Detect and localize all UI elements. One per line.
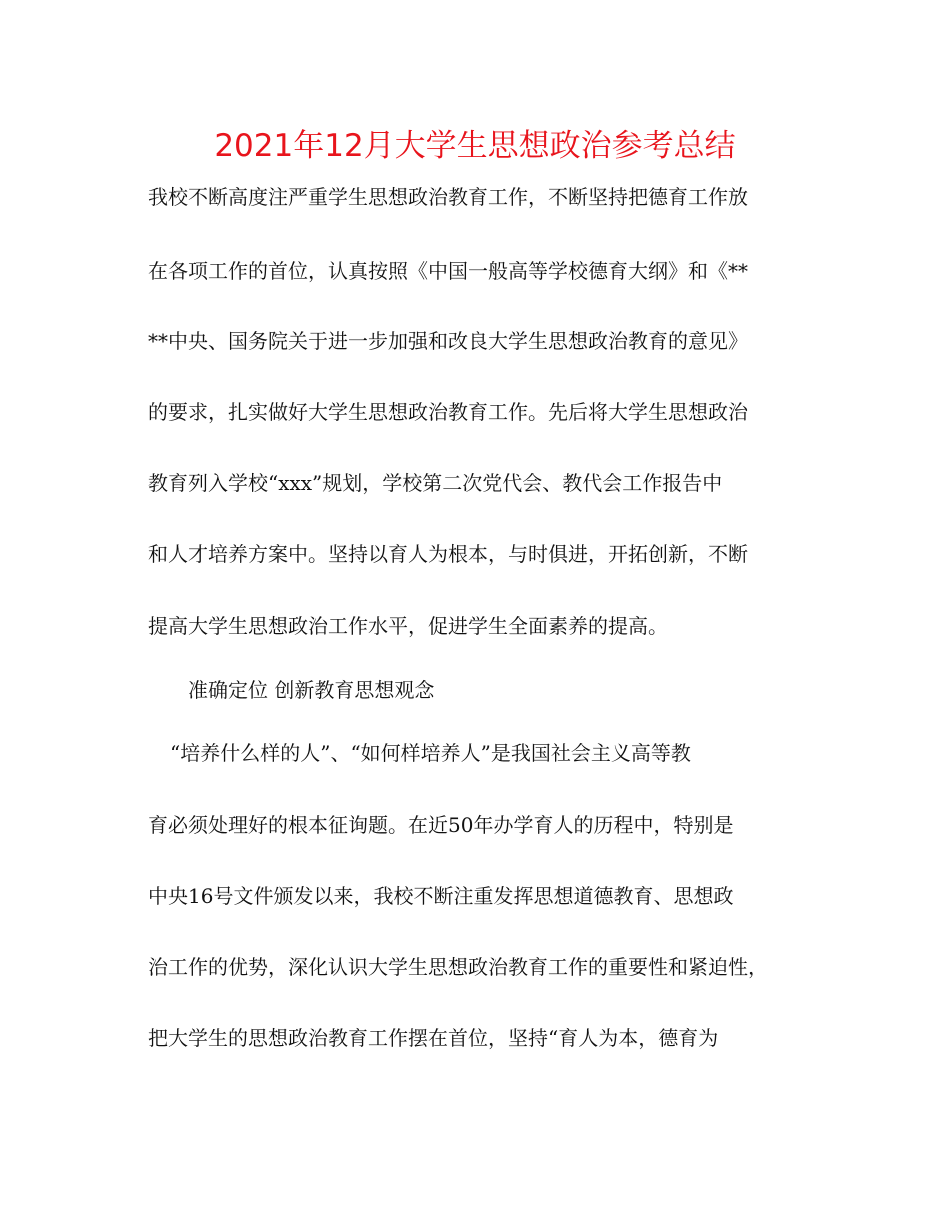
body-line-7: 提高大学生思想政治工作水平，促进学生全面素养的提高。	[148, 614, 668, 638]
body-line-6: 和人才培养方案中。坚持以育人为根本，与时俱进，开拓创新，不断	[148, 542, 748, 566]
body-line-3: **中央、国务院关于进一步加强和改良大学生思想政治教育的意见》	[148, 329, 748, 353]
body-line-11: 中央16号文件颁发以来，我校不断注重发挥思想道德教育、思想政	[148, 884, 734, 908]
body-line-9: “培养什么样的人”、“如何样培养人”是我国社会主义高等教	[170, 741, 691, 765]
body-line-4: 的要求，扎实做好大学生思想政治教育工作。先后将大学生思想政治	[148, 400, 748, 424]
body-line-2: 在各项工作的首位，认真按照《中国一般高等学校德育大纲》和《**	[148, 259, 748, 283]
body-line-10: 育必须处理好的根本征询题。在近50年办学育人的历程中，特别是	[148, 813, 734, 837]
body-line-1: 我校不断高度注严重学生思想政治教育工作，不断坚持把德育工作放	[148, 185, 748, 209]
body-line-13: 把大学生的思想政治教育工作摆在首位，坚持“育人为本，德育为	[148, 1026, 719, 1050]
document-title: 2021年12月大学生思想政治参考总结	[214, 128, 736, 164]
section-heading: 准确定位 创新教育思想观念	[188, 678, 435, 702]
body-line-5: 教育列入学校“xxx”规划，学校第二次党代会、教代会工作报告中	[148, 471, 723, 495]
body-line-12: 治工作的优势，深化认识大学生思想政治教育工作的重要性和紧迫性，	[148, 955, 768, 979]
